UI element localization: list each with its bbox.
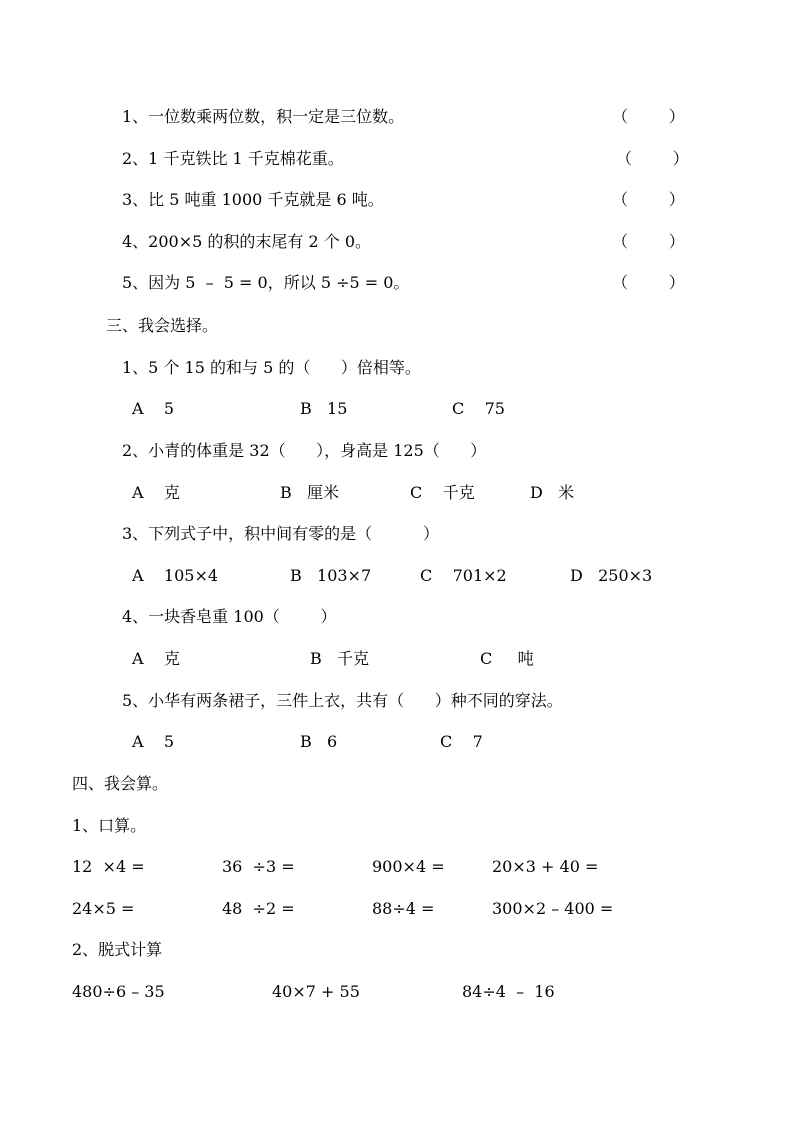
oral-problem-1-2: 36 ÷3 = xyxy=(222,857,295,876)
section-heading-calc: 四、我会算。 xyxy=(72,774,169,793)
option-4b: B 千克 xyxy=(310,649,370,668)
oral-problem-1-4: 20×3 + 40 = xyxy=(492,857,599,876)
step-problem-2: 40×7 + 55 xyxy=(272,982,360,1001)
choice-question-3: 3、下列式子中，积中间有零的是（ ） xyxy=(122,524,440,543)
oral-problem-1-3: 900×4 = xyxy=(372,857,445,876)
answer-paren-2: （ ） xyxy=(616,149,689,168)
oral-problem-2-1: 24×5 = xyxy=(72,899,135,918)
step-calc-title: 2、脱式计算 xyxy=(72,940,163,959)
oral-problem-1-1: 12 ×4 = xyxy=(72,857,145,876)
judge-item-4: 4、200×5 的积的末尾有 2 个 0。 xyxy=(122,232,372,251)
option-1c: C 75 xyxy=(452,399,505,418)
answer-paren-1: （ ） xyxy=(612,107,685,126)
option-2a: A 克 xyxy=(132,483,180,502)
option-5c: C 7 xyxy=(440,732,483,751)
choice-question-2: 2、小青的体重是 32（ ），身高是 125（ ） xyxy=(122,441,487,460)
option-4a: A 克 xyxy=(132,649,180,668)
step-problem-1: 480÷6 – 35 xyxy=(72,982,165,1001)
judge-item-2: 2、1 千克铁比 1 千克棉花重。 xyxy=(122,149,344,168)
oral-calc-title: 1、口算。 xyxy=(72,816,147,835)
option-2c: C 千克 xyxy=(410,483,475,502)
option-3d: D 250×3 xyxy=(570,566,653,585)
choice-question-4: 4、一块香皂重 100（ ） xyxy=(122,607,337,626)
step-problem-3: 84÷4 – 16 xyxy=(462,982,555,1001)
option-3a: A 105×4 xyxy=(132,566,219,585)
option-5a: A 5 xyxy=(132,732,175,751)
option-2d: D 米 xyxy=(530,483,575,502)
answer-paren-5: （ ） xyxy=(612,273,685,292)
choice-question-1: 1、5 个 15 的和与 5 的（ ）倍相等。 xyxy=(122,358,421,377)
judge-item-1: 1、一位数乘两位数，积一定是三位数。 xyxy=(122,107,405,126)
choice-question-5: 5、小华有两条裙子，三件上衣，共有（ ）种不同的穿法。 xyxy=(122,691,563,710)
oral-problem-2-2: 48 ÷2 = xyxy=(222,899,295,918)
option-4c: C 吨 xyxy=(480,649,534,668)
oral-problem-2-3: 88÷4 = xyxy=(372,899,435,918)
judge-item-3: 3、比 5 吨重 1000 千克就是 6 吨。 xyxy=(122,190,384,209)
option-3c: C 701×2 xyxy=(420,566,507,585)
option-5b: B 6 xyxy=(300,732,338,751)
answer-paren-4: （ ） xyxy=(612,232,685,251)
judge-item-5: 5、因为 5 – 5 = 0，所以 5 ÷5 = 0。 xyxy=(122,273,410,292)
oral-problem-2-4: 300×2 – 400 = xyxy=(492,899,614,918)
section-heading-choice: 三、我会选择。 xyxy=(106,316,219,335)
option-1a: A 5 xyxy=(132,399,175,418)
option-2b: B 厘米 xyxy=(280,483,340,502)
answer-paren-3: （ ） xyxy=(612,190,685,209)
option-1b: B 15 xyxy=(300,399,348,418)
option-3b: B 103×7 xyxy=(290,566,372,585)
